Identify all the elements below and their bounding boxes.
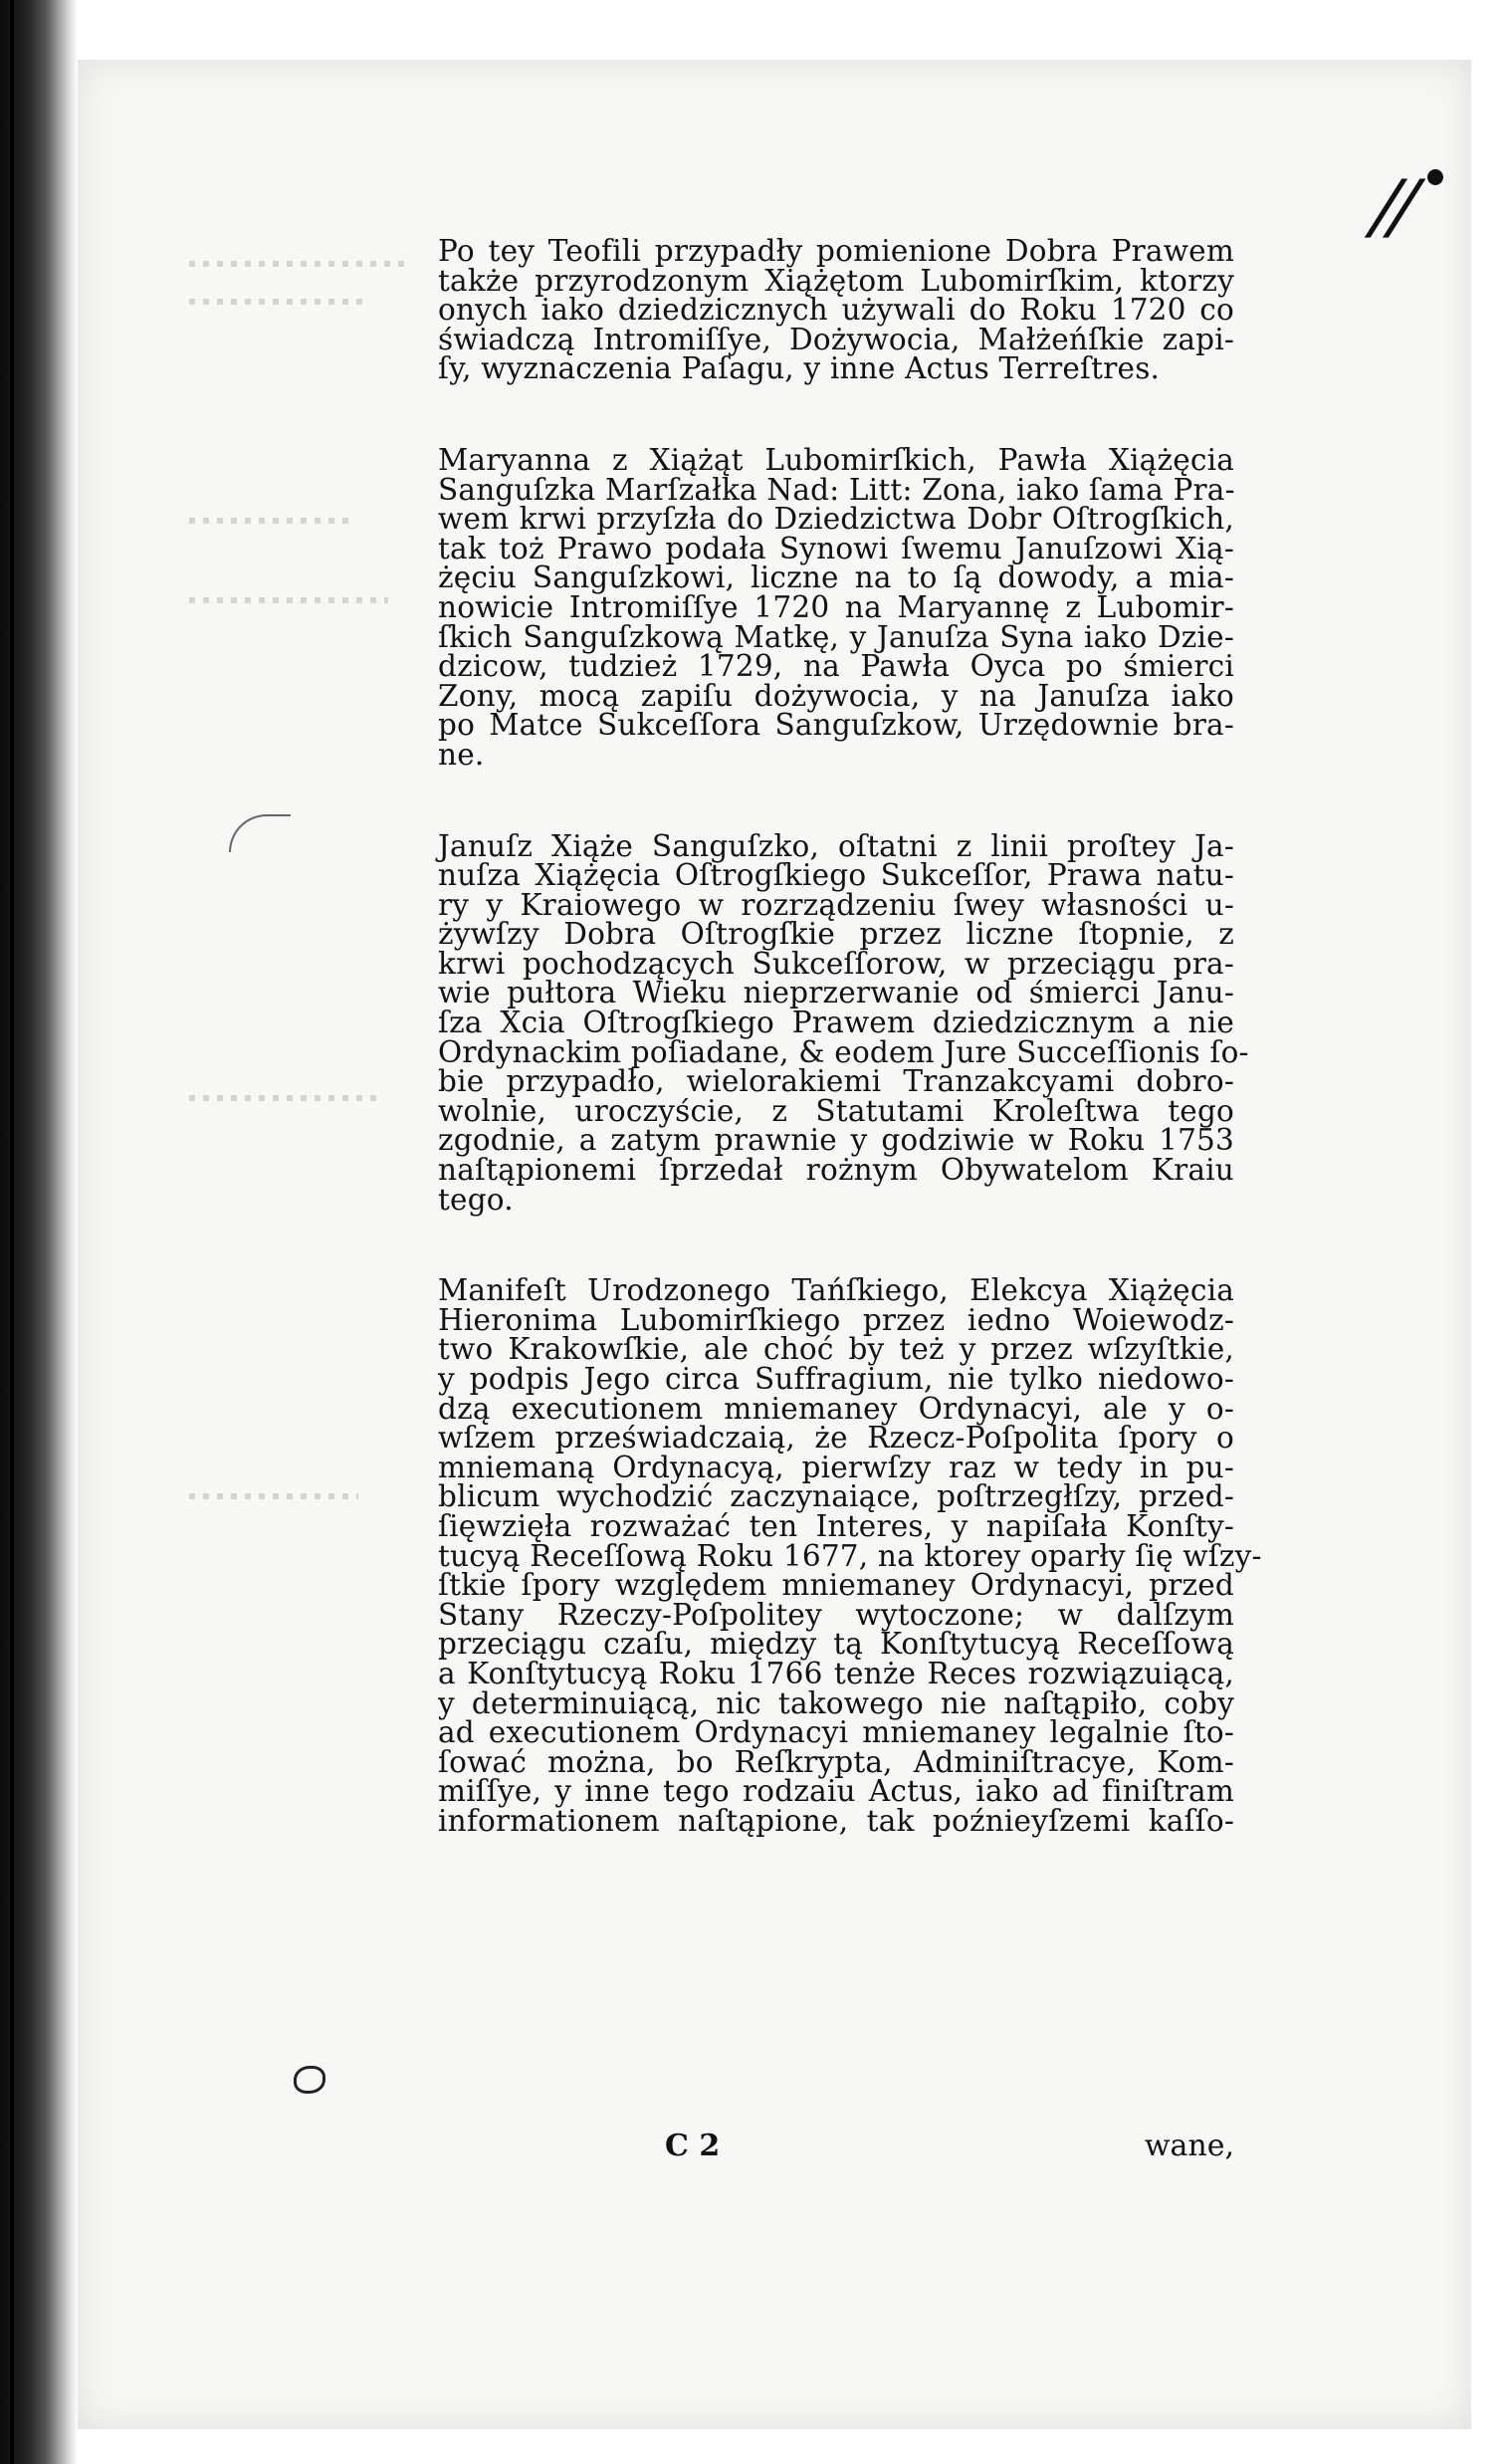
show-through-mark bbox=[189, 1493, 358, 1499]
text-line: ſy, wyznaczenia Paſagu, y inne Actus Terreſtres. bbox=[438, 351, 1161, 386]
text-line: informationem naſtąpione, tak poźnieyſzemi kaſſo- bbox=[438, 1803, 1234, 1838]
text-line: a Konſtytucyą Roku 1766 tenże Reces rozwiązuiącą, bbox=[438, 1656, 1234, 1690]
text-line: Januſz Xiąże Sanguſzko, oſtatni z linii proſtey Ja- bbox=[438, 828, 1234, 863]
text-line: także przyrodzonym Xiążętom Lubomirſkim, ktorzy bbox=[438, 263, 1234, 298]
text-line: blicum wychodzić zaczynaiące, poſtrzegłſzy, przed- bbox=[438, 1479, 1234, 1514]
text-line: ſza Xcia Oſtrogſkiego Prawem dziedzicznym a nie bbox=[438, 1006, 1234, 1040]
text-line: przeciągu czaſu, między tą Konſtytucyą Receſſową bbox=[438, 1627, 1234, 1662]
catchword: wane, bbox=[1144, 2128, 1234, 2163]
text-line: ne. bbox=[438, 737, 485, 772]
text-line: Ordynackim poſiadane, & eodem Jure Succeſſionis ſo- bbox=[438, 1034, 1249, 1069]
text-line: naſtąpionemi ſprzedał rożnym Obywatelom Kraiu bbox=[438, 1153, 1234, 1188]
show-through-mark bbox=[189, 597, 388, 603]
text-line: po Matce Sukceſſora Sanguſzkow, Urzędownie bra- bbox=[438, 708, 1234, 743]
corner-ink-dot bbox=[1427, 169, 1443, 185]
text-line: miſſye, y inne tego rodzaiu Actus, iako ad finiſtram bbox=[438, 1774, 1234, 1809]
text-line: two Krakowſkie, ale choć by też y przez wſzyſtkie, bbox=[438, 1332, 1234, 1367]
text-line: zgodnie, a zatym prawnie y godziwie w Roku 1753 bbox=[438, 1123, 1234, 1158]
binding-edge bbox=[10, 0, 14, 2464]
text-line: żęciu Sanguſzkowi, liczne na to ſą dowody, a mia- bbox=[438, 560, 1234, 595]
show-through-mark bbox=[189, 261, 408, 267]
paragraph-4 bbox=[438, 1273, 1262, 1838]
text-line: mniemaną Ordynacyą, pierwſzy raz w tedy in pu- bbox=[438, 1450, 1234, 1484]
ink-smudge bbox=[294, 2066, 325, 2094]
text-line: krwi pochodzących Sukceſſorow, w przeciągu pra- bbox=[438, 946, 1234, 981]
text-line: ſkich Sanguſzkową Matkę, y Januſza Syna iako Dzie- bbox=[438, 619, 1234, 654]
text-line: tak toż Prawo podała Synowi ſwemu Januſzowi Xią- bbox=[438, 531, 1234, 565]
text-line: Sanguſzka Marſzałka Nad: Litt: Zona, iako ſama Pra- bbox=[438, 472, 1235, 507]
text-line: onych iako dziedzicznych używali do Roku 1720 co bbox=[438, 293, 1234, 328]
text-line: Hieronima Lubomirſkiego przez iedno Woiewodz- bbox=[438, 1302, 1234, 1337]
text-line: y determinuiącą, nic takowego nie naſtąpiło, coby bbox=[438, 1685, 1234, 1720]
paragraph-3 bbox=[438, 828, 1249, 1217]
paragraph-2 bbox=[438, 442, 1235, 772]
text-line: nuſza Xiążęcia Oſtrogſkiego Sukceſſor, Prawa natu- bbox=[438, 858, 1234, 893]
margin-mark: // bbox=[1361, 164, 1425, 248]
text-line: y podpis Jego circa Suffragium, nie tylko niedowo- bbox=[438, 1362, 1234, 1396]
page-footer bbox=[438, 2128, 1234, 2162]
text-line: wolnie, uroczyście, z Statutami Kroleſtwa tego bbox=[438, 1093, 1234, 1128]
text-line: ſować można, bo Reſkrypta, Adminiſtracye, Kom- bbox=[438, 1744, 1234, 1779]
text-line: Zony, mocą zapiſu dożywocia, y na Januſza iako bbox=[438, 678, 1234, 713]
show-through-mark bbox=[189, 518, 348, 524]
text-line: Stany Rzeczy-Poſpolitey wytoczone; w dalſzym bbox=[438, 1597, 1234, 1632]
text-line: dzicow, tudzież 1729, na Pawła Oyca po śmierci bbox=[438, 649, 1234, 684]
text-line: tego. bbox=[438, 1182, 514, 1217]
text-line: tucyą Receſſową Roku 1677, na ktorey oparły ſię wſzy- bbox=[438, 1538, 1262, 1573]
text-line: żywſzy Dobra Oſtrogſkie przez liczne ſtopnie, z bbox=[438, 917, 1234, 952]
text-line: ry y Kraiowego w rozrządzeniu ſwey własności u- bbox=[438, 887, 1234, 922]
text-line: wem krwi przyſzła do Dziedzictwa Dobr Oſtrogſkich, bbox=[438, 502, 1234, 537]
text-line: dzą executionem mniemaney Ordynacyi, ale y o- bbox=[438, 1391, 1234, 1426]
text-line: Manifeſt Urodzonego Tańſkiego, Elekcya Xiążęcia bbox=[438, 1273, 1234, 1308]
text-line: Po tey Teofili przypadły pomienione Dobra Prawem bbox=[438, 234, 1234, 268]
signature-mark: C 2 bbox=[665, 2128, 721, 2163]
text-line: wie pułtora Wieku nieprzerwanie od śmierci Janu- bbox=[438, 976, 1234, 1010]
show-through-mark bbox=[189, 1095, 378, 1101]
main-text bbox=[438, 234, 1262, 1899]
text-line: nowicie Intromiſſye 1720 na Maryannę z Lubomir- bbox=[438, 589, 1234, 624]
text-line: Maryanna z Xiążąt Lubomirſkich, Pawła Xiążęcia bbox=[438, 442, 1234, 477]
text-line: ſtkie ſpory względem mniemaney Ordynacyi, przed bbox=[438, 1568, 1234, 1603]
show-through-mark bbox=[189, 299, 368, 305]
paragraph-1 bbox=[438, 234, 1234, 386]
text-line: bie przypadło, wielorakiemi Tranzakcyami dobro- bbox=[438, 1064, 1234, 1099]
text-line: świadczą Intromiſſye, Dożywocia, Małżeńſkie zapi- bbox=[438, 322, 1234, 356]
text-line: wſzem przeświadczaią, że Rzecz-Poſpolita ſpory o bbox=[438, 1421, 1234, 1456]
text-line: ad executionem Ordynacyi mniemaney legalnie ſto- bbox=[438, 1715, 1234, 1750]
text-line: ſięwzięła rozważać ten Interes, y napiſała Konſty- bbox=[438, 1508, 1234, 1543]
